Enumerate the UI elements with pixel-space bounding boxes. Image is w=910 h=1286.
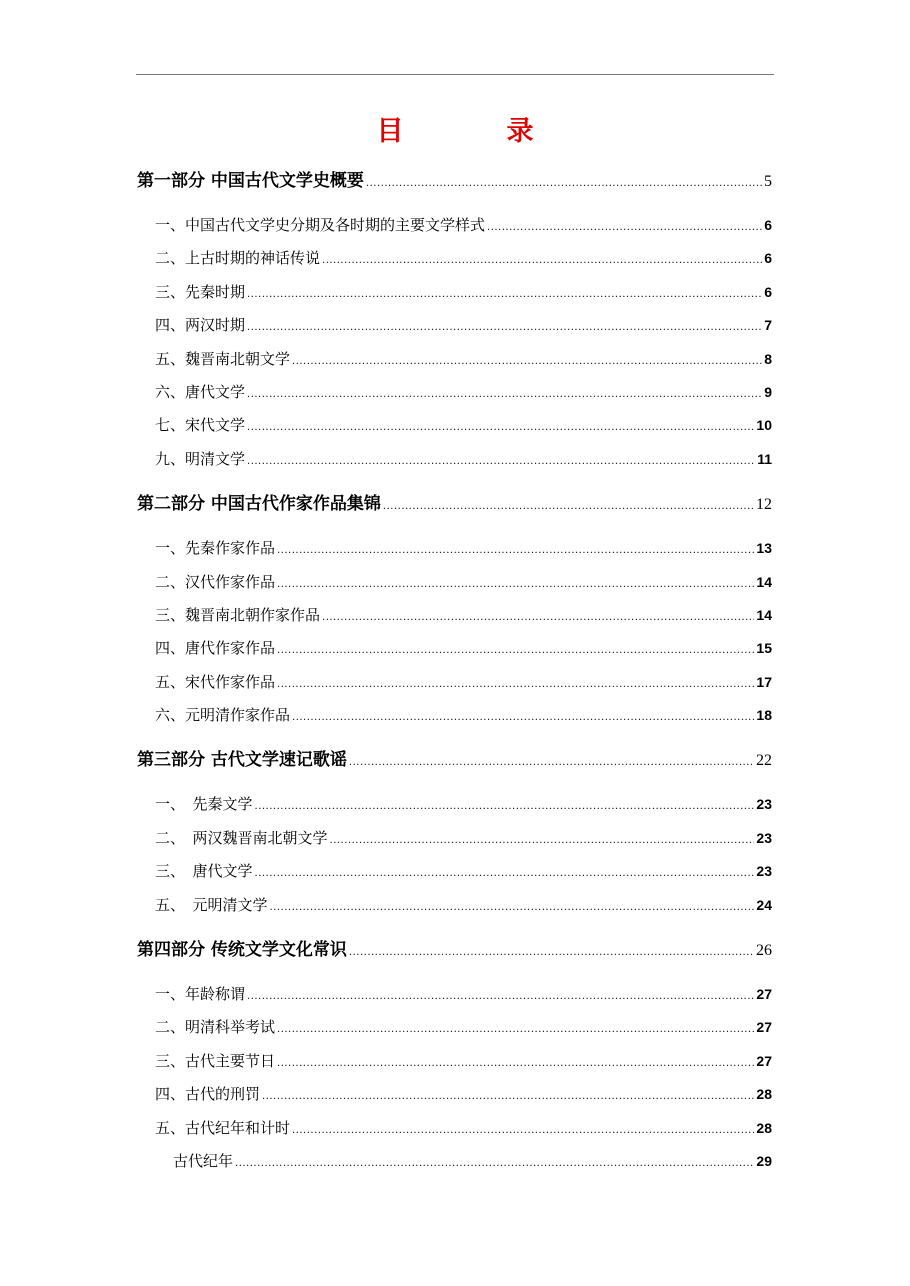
toc-title: 目 录 [376, 116, 572, 147]
page-number: 29 [756, 1152, 772, 1169]
toc-item[interactable] [137, 788, 772, 821]
dot-leader [235, 1147, 754, 1178]
dot-leader [322, 244, 762, 275]
page-number: 8 [764, 350, 772, 367]
item-label: 三、魏晋南北朝作家作品 [155, 605, 321, 624]
item-label: 一、年龄称谓 [155, 985, 246, 1004]
toc-part-2[interactable] [137, 488, 772, 520]
toc-item[interactable] [137, 978, 772, 1011]
toc-item[interactable] [137, 242, 772, 275]
item-label: 四、唐代作家作品 [155, 639, 276, 658]
item-label: 六、元明清作家作品 [155, 706, 291, 725]
toc-part-3[interactable] [137, 744, 772, 776]
part-label: 第四部分 传统文学文化常识 [137, 940, 347, 961]
page-number: 14 [756, 606, 772, 623]
item-label: 五、魏晋南北朝文学 [155, 349, 291, 368]
page-number: 27 [756, 1019, 772, 1036]
page-number: 23 [756, 863, 772, 880]
toc-item[interactable] [137, 376, 772, 409]
toc-item[interactable] [137, 409, 772, 442]
dot-leader [277, 634, 754, 665]
toc-item[interactable] [137, 632, 772, 665]
page-number: 22 [756, 752, 772, 770]
toc-item[interactable] [137, 1112, 772, 1145]
dot-leader [255, 790, 755, 821]
toc-item[interactable] [137, 1078, 772, 1111]
page-number: 6 [764, 250, 772, 267]
item-label: 二、汉代作家作品 [155, 572, 276, 591]
dot-leader [277, 668, 754, 699]
page-number: 11 [757, 450, 772, 467]
toc-part-4[interactable] [137, 934, 772, 966]
dot-leader [277, 534, 754, 565]
page-number: 26 [756, 942, 772, 960]
page-number: 23 [756, 829, 772, 846]
item-label: 七、宋代文学 [155, 416, 246, 435]
toc-item[interactable] [137, 822, 772, 855]
toc-item[interactable] [137, 666, 772, 699]
part-label: 第二部分 中国古代作家作品集锦 [137, 494, 381, 515]
page-number: 5 [764, 173, 772, 190]
dot-leader [487, 211, 762, 242]
dot-leader [247, 311, 762, 342]
dot-leader [292, 345, 762, 376]
page-number: 13 [756, 540, 772, 557]
toc-item[interactable] [137, 699, 772, 732]
item-label: 三、古代主要节日 [155, 1051, 276, 1070]
dot-leader [383, 491, 754, 520]
dot-leader [349, 937, 754, 966]
dot-leader [330, 824, 755, 855]
item-label: 三、 唐代文学 [155, 862, 253, 881]
dot-leader [277, 568, 754, 599]
item-label: 一、 先秦文学 [155, 795, 253, 814]
toc-item[interactable] [137, 1045, 772, 1078]
dot-leader [277, 1013, 754, 1044]
item-label: 二、 两汉魏晋南北朝文学 [155, 828, 328, 847]
toc-item[interactable] [137, 309, 772, 342]
dot-leader [322, 601, 754, 632]
item-label: 一、先秦作家作品 [155, 539, 276, 558]
dot-leader [292, 701, 754, 732]
dot-leader [349, 747, 754, 776]
page-number: 17 [756, 673, 772, 690]
page-number: 6 [764, 217, 772, 233]
item-label: 三、先秦时期 [155, 282, 246, 301]
item-label: 四、两汉时期 [155, 316, 246, 335]
dot-leader [292, 1114, 754, 1145]
page-number: 6 [764, 283, 772, 300]
item-label: 四、古代的刑罚 [155, 1085, 261, 1104]
dot-leader [277, 1047, 754, 1078]
item-label: 九、明清文学 [155, 449, 246, 468]
dot-leader [247, 278, 762, 309]
header-rule [136, 74, 774, 75]
dot-leader [262, 1080, 754, 1111]
item-label: 五、宋代作家作品 [155, 672, 276, 691]
item-label: 二、上古时期的神话传说 [155, 249, 321, 268]
page-number: 28 [756, 1086, 772, 1103]
item-label: 六、唐代文学 [155, 382, 246, 401]
dot-leader [255, 857, 755, 888]
toc-item[interactable] [137, 1011, 772, 1044]
dot-leader [247, 411, 754, 442]
toc-part-1[interactable] [137, 165, 772, 197]
toc-item[interactable] [137, 532, 772, 565]
toc-item[interactable] [137, 276, 772, 309]
page-number: 27 [756, 986, 772, 1003]
toc-item[interactable] [137, 599, 772, 632]
part-label: 第三部分 古代文学速记歌谣 [137, 750, 347, 771]
page-number: 12 [756, 496, 772, 514]
table-of-contents [137, 165, 772, 1178]
toc-item[interactable] [137, 566, 772, 599]
item-label: 二、明清科举考试 [155, 1018, 276, 1037]
page-number: 23 [756, 796, 772, 813]
page-number: 9 [764, 383, 772, 400]
toc-item[interactable] [137, 855, 772, 888]
toc-item[interactable] [137, 443, 772, 476]
page-number: 10 [756, 417, 772, 434]
item-label: 五、古代纪年和计时 [155, 1118, 291, 1137]
part-label: 第一部分 中国古代文学史概要 [137, 171, 364, 191]
toc-item[interactable] [137, 889, 772, 922]
item-label: 一、中国古代文学史分期及各时期的主要文学样式 [155, 216, 486, 234]
toc-item[interactable] [137, 343, 772, 376]
dot-leader [270, 891, 755, 922]
page-number: 28 [756, 1119, 772, 1136]
page-number: 18 [756, 707, 772, 724]
page-number: 27 [756, 1052, 772, 1069]
page-number: 24 [756, 896, 772, 913]
item-label: 古代纪年 [173, 1151, 234, 1170]
item-label: 五、 元明清文学 [155, 895, 268, 914]
toc-item[interactable] [137, 209, 772, 242]
dot-leader [247, 378, 762, 409]
dot-leader [247, 445, 755, 476]
page-number: 7 [764, 317, 772, 334]
page-number: 14 [756, 573, 772, 590]
page-number: 15 [756, 640, 772, 657]
dot-leader [366, 168, 762, 197]
toc-subitem[interactable] [137, 1145, 772, 1178]
dot-leader [247, 980, 754, 1011]
